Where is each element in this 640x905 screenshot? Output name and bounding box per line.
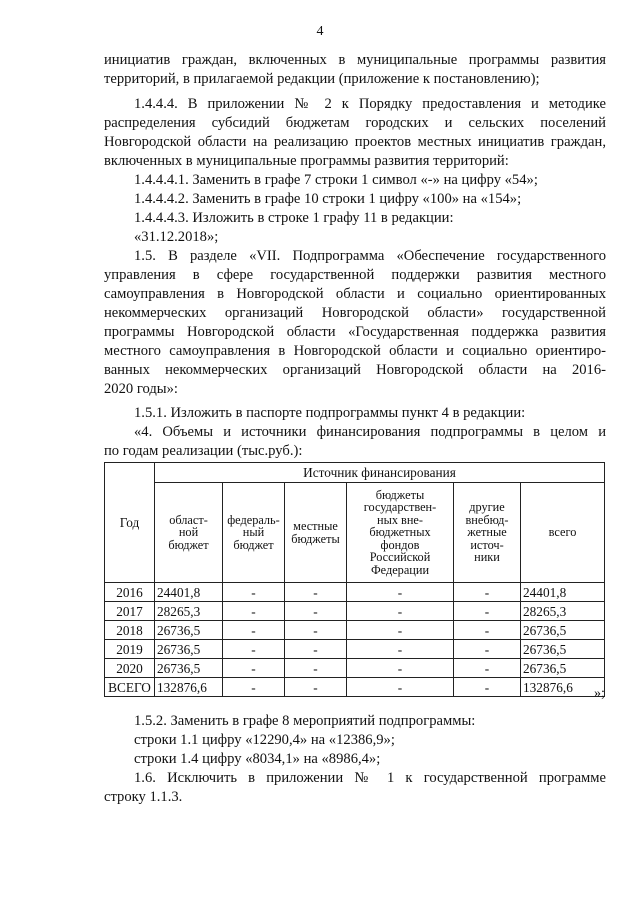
- year-cell: 2017: [105, 602, 155, 621]
- value-cell: -: [285, 602, 347, 621]
- table-closing-quote: »;: [594, 686, 605, 701]
- text-line: 1.5.2. Заменить в графе 8 мероприятий подпрограммы:: [134, 713, 476, 729]
- column-header: местные бюджеты: [285, 483, 347, 583]
- text-line: 1.5.1. Изложить в паспорте подпрограммы пункт 4 в редакции:: [134, 405, 526, 421]
- value-cell: -: [454, 583, 521, 602]
- text-line: 1.4.4.4.1. Заменить в графе 7 строки 1 символ «-» на цифру «54»;: [134, 172, 538, 188]
- value-cell: 28265,3: [521, 602, 605, 621]
- text-line: 1.4.4.4. В приложении № 2 к Порядку предоставления и методике: [134, 96, 606, 112]
- financing-table: [104, 462, 605, 697]
- year-cell: 2016: [105, 583, 155, 602]
- value-cell: -: [347, 640, 454, 659]
- text-line: ванных некоммерческих организаций Новгородской области на 2016-: [104, 362, 606, 378]
- text-line: управления в сфере государственной поддержки развития местного: [104, 267, 606, 283]
- year-header: Год: [105, 463, 155, 583]
- value-cell: 132876,6: [521, 678, 605, 697]
- value-cell: -: [347, 678, 454, 697]
- text-line: местного самоуправления в Новгородской области и социально ориентиро-: [104, 343, 606, 359]
- text-line: Новгородской области на реализацию проектов местных инициатив граждан,: [104, 134, 606, 150]
- column-header: другие внебюд- жетные источ- ники: [454, 483, 521, 583]
- value-cell: -: [454, 659, 521, 678]
- value-cell: 24401,8: [155, 583, 223, 602]
- value-cell: -: [223, 678, 285, 697]
- table-row: [105, 659, 605, 678]
- text-line: включенных в муниципальные программы развития территорий:: [104, 153, 509, 169]
- value-cell: -: [347, 659, 454, 678]
- table-row: [105, 640, 605, 659]
- value-cell: 26736,5: [155, 621, 223, 640]
- value-cell: 28265,3: [155, 602, 223, 621]
- value-cell: 132876,6: [155, 678, 223, 697]
- year-cell: 2020: [105, 659, 155, 678]
- text-line: строки 1.1 цифру «12290,4» на «12386,9»;: [134, 732, 395, 748]
- value-cell: -: [223, 659, 285, 678]
- column-header: федераль- ный бюджет: [223, 483, 285, 583]
- value-cell: -: [223, 602, 285, 621]
- text-line: 1.4.4.4.3. Изложить в строке 1 графу 11 в редакции:: [134, 210, 454, 226]
- text-line: по годам реализации (тыс.руб.):: [104, 443, 303, 459]
- value-cell: -: [454, 621, 521, 640]
- text-line: строки 1.4 цифру «8034,1» на «8986,4»;: [134, 751, 381, 767]
- financing-source-header: Источник финансирования: [155, 463, 605, 483]
- table-row-total: [105, 678, 605, 697]
- column-header: област- ной бюджет: [155, 483, 223, 583]
- value-cell: 24401,8: [521, 583, 605, 602]
- value-cell: -: [454, 602, 521, 621]
- value-cell: 26736,5: [521, 621, 605, 640]
- value-cell: -: [223, 583, 285, 602]
- table-row: [105, 621, 605, 640]
- text-line: территорий, в прилагаемой редакции (приложение к постановлению);: [104, 71, 540, 87]
- value-cell: -: [347, 583, 454, 602]
- value-cell: 26736,5: [155, 659, 223, 678]
- value-cell: -: [223, 640, 285, 659]
- value-cell: 26736,5: [521, 659, 605, 678]
- text-line: самоуправления в Новгородской области и социально ориентированных: [104, 286, 606, 302]
- value-cell: -: [285, 678, 347, 697]
- value-cell: -: [454, 678, 521, 697]
- value-cell: -: [285, 621, 347, 640]
- page-number: 4: [316, 24, 324, 39]
- value-cell: 26736,5: [521, 640, 605, 659]
- year-cell: 2019: [105, 640, 155, 659]
- column-header: бюджеты государствен- ных вне- бюджетных фондов Российской Федерации: [347, 483, 454, 583]
- value-cell: -: [347, 602, 454, 621]
- value-cell: -: [285, 583, 347, 602]
- text-line: инициатив граждан, включенных в муниципальные программы развития: [104, 52, 606, 68]
- text-line: некоммерческих организаций Новгородской области» государственной: [104, 305, 606, 321]
- value-cell: -: [285, 640, 347, 659]
- table-row: [105, 583, 605, 602]
- total-label-cell: ВСЕГО: [105, 678, 155, 697]
- value-cell: 26736,5: [155, 640, 223, 659]
- text-line: строку 1.1.3.: [104, 789, 183, 805]
- text-line: программы Новгородской области «Государственная поддержка развития: [104, 324, 606, 340]
- text-line: «4. Объемы и источники финансирования подпрограммы в целом и: [134, 424, 606, 440]
- value-cell: -: [347, 621, 454, 640]
- value-cell: -: [454, 640, 521, 659]
- text-line: 1.4.4.4.2. Заменить в графе 10 строки 1 цифру «100» на «154»;: [134, 191, 522, 207]
- text-line: распределения субсидий бюджетам городских и сельских поселений: [104, 115, 606, 131]
- text-line: «31.12.2018»;: [134, 229, 219, 245]
- column-header: всего: [521, 483, 605, 583]
- value-cell: -: [285, 659, 347, 678]
- table-row: [105, 602, 605, 621]
- text-line: 1.6. Исключить в приложении № 1 к государственной программе: [134, 770, 606, 786]
- text-line: 1.5. В разделе «VII. Подпрограмма «Обеспечение государственного: [134, 248, 606, 264]
- value-cell: -: [223, 621, 285, 640]
- year-cell: 2018: [105, 621, 155, 640]
- text-line: 2020 годы»:: [104, 381, 178, 397]
